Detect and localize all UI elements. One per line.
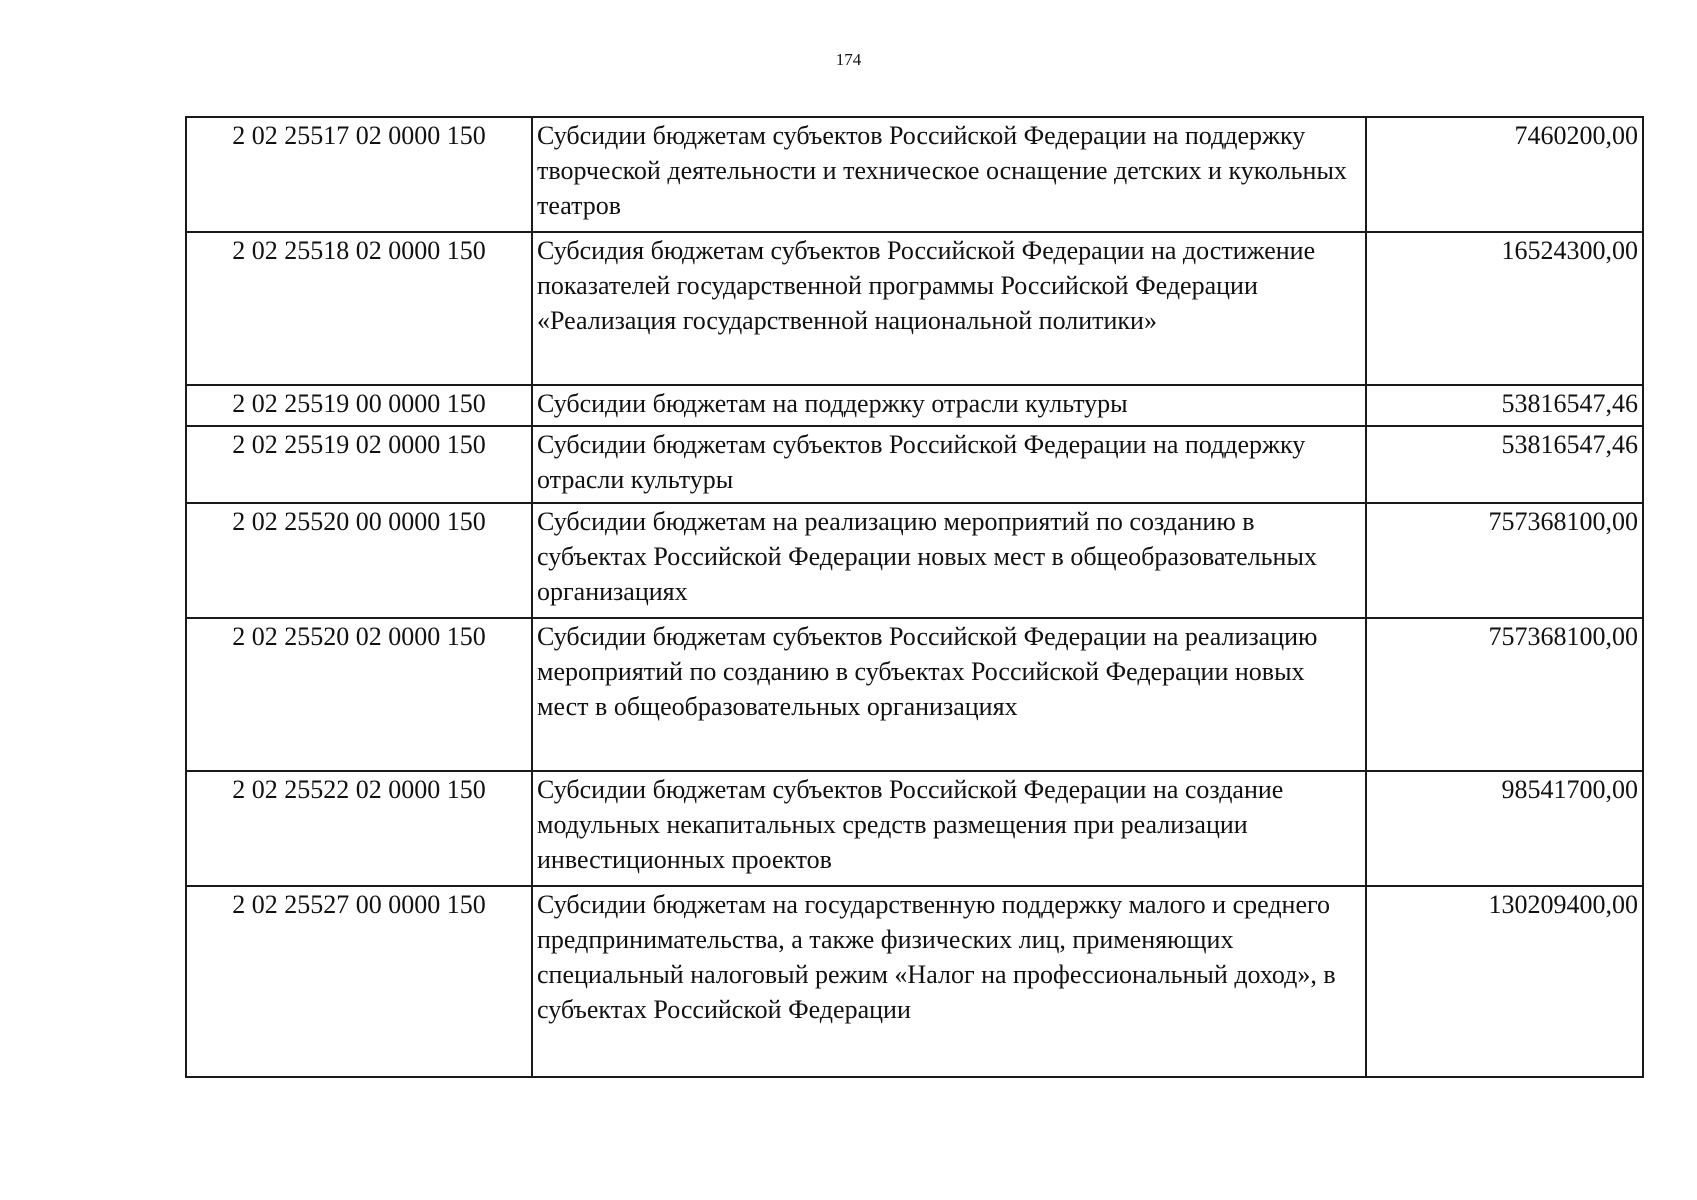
table-row (186, 886, 1643, 1077)
subsidy-name-cell: Субсидии бюджетам субъектов Российской Федерации на поддержку отрасли культуры (532, 426, 1366, 503)
budget-code-cell: 2 02 25520 00 0000 150 (186, 503, 532, 618)
budget-code-cell: 2 02 25519 00 0000 150 (186, 385, 532, 426)
page-number: 174 (835, 50, 862, 69)
subsidy-name-cell: Субсидии бюджетам субъектов Российской Федерации на реализацию мероприятий по созданию в субъектах Российской Федерации новых мест в общеобразовательных организациях (532, 618, 1366, 771)
budget-code-cell: 2 02 25522 02 0000 150 (186, 771, 532, 886)
budget-code-cell: 2 02 25520 02 0000 150 (186, 618, 532, 771)
table-row (186, 385, 1643, 426)
budget-code-cell: 2 02 25519 02 0000 150 (186, 426, 532, 503)
subsidy-name-cell: Субсидия бюджетам субъектов Российской Федерации на достижение показателей государственной программы Российской Федерации «Реализация государственной национальной политики» (532, 232, 1366, 385)
amount-cell: 53816547,46 (1366, 385, 1643, 426)
table-row (186, 232, 1643, 385)
budget-code-cell: 2 02 25527 00 0000 150 (186, 886, 532, 1077)
budget-code-cell: 2 02 25517 02 0000 150 (186, 117, 532, 232)
budget-table (185, 116, 1644, 1078)
table-row (186, 618, 1643, 771)
budget-code-cell: 2 02 25518 02 0000 150 (186, 232, 532, 385)
subsidy-name-cell: Субсидии бюджетам на реализацию мероприятий по созданию в субъектах Российской Федерации новых мест в общеобразовательных организациях (532, 503, 1366, 618)
amount-cell: 757368100,00 (1366, 618, 1643, 771)
table-row (186, 503, 1643, 618)
subsidy-name-cell: Субсидии бюджетам субъектов Российской Федерации на поддержку творческой деятельности и техническое оснащение детских и кукольных театров (532, 117, 1366, 232)
subsidy-name-cell: Субсидии бюджетам на государственную поддержку малого и среднего предпринимательства, а также физических лиц, применяющих специальный налоговый режим «Налог на профессиональный доход», в субъектах Российской Федерации (532, 886, 1366, 1077)
table-row (186, 117, 1643, 232)
amount-cell: 16524300,00 (1366, 232, 1643, 385)
amount-cell: 7460200,00 (1366, 117, 1643, 232)
amount-cell: 757368100,00 (1366, 503, 1643, 618)
amount-cell: 53816547,46 (1366, 426, 1643, 503)
table-row (186, 771, 1643, 886)
subsidy-name-cell: Субсидии бюджетам на поддержку отрасли культуры (532, 385, 1366, 426)
amount-cell: 98541700,00 (1366, 771, 1643, 886)
budget-table-body (186, 117, 1643, 1077)
table-row (186, 426, 1643, 503)
subsidy-name-cell: Субсидии бюджетам субъектов Российской Федерации на создание модульных некапитальных средств размещения при реализации инвестиционных проектов (532, 771, 1366, 886)
amount-cell: 130209400,00 (1366, 886, 1643, 1077)
